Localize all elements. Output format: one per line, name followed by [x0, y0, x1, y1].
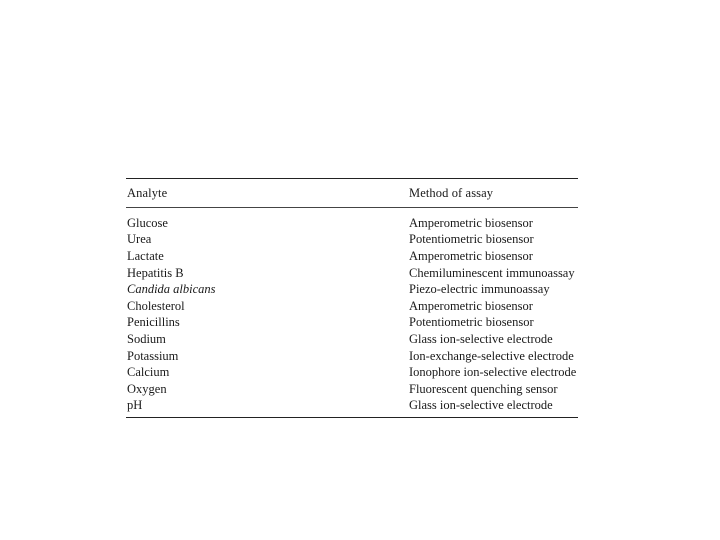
analyte-cell: Hepatitis B	[127, 265, 184, 280]
table-row	[126, 364, 578, 381]
table-row	[126, 331, 578, 348]
analyte-cell: Calcium	[127, 365, 170, 380]
analyte-cell: Potassium	[127, 348, 179, 363]
analyte-cell: Cholesterol	[127, 298, 185, 313]
method-cell: Potentiometric biosensor	[409, 315, 534, 330]
method-cell: Amperometric biosensor	[409, 298, 533, 313]
header-analyte: Analyte	[127, 185, 168, 200]
table-row	[126, 381, 578, 398]
method-cell: Ionophore ion-selective electrode	[409, 365, 577, 380]
analyte-cell: Urea	[127, 232, 152, 247]
analyte-method-table	[126, 178, 578, 418]
header-method: Method of assay	[409, 185, 494, 200]
table-header-rule	[126, 207, 578, 208]
analyte-cell: pH	[127, 398, 143, 413]
table-row	[126, 248, 578, 265]
table-row	[126, 215, 578, 232]
table-row	[126, 348, 578, 365]
table-bottom-rule	[126, 417, 578, 418]
table-row	[126, 281, 578, 298]
analyte-cell: Candida albicans	[127, 282, 216, 297]
table-row	[126, 298, 578, 315]
method-cell: Amperometric biosensor	[409, 215, 533, 230]
analyte-cell: Penicillins	[127, 315, 180, 330]
method-cell: Glass ion-selective electrode	[409, 398, 553, 413]
table-row	[126, 265, 578, 282]
table-header-row	[126, 179, 578, 207]
method-cell: Potentiometric biosensor	[409, 232, 534, 247]
method-cell: Glass ion-selective electrode	[409, 331, 553, 346]
analyte-cell: Oxygen	[127, 381, 167, 396]
table-row	[126, 232, 578, 249]
method-cell: Amperometric biosensor	[409, 248, 533, 263]
method-cell: Piezo-electric immunoassay	[409, 282, 550, 297]
table-row	[126, 315, 578, 332]
analyte-cell: Glucose	[127, 215, 168, 230]
method-cell: Chemiluminescent immunoassay	[409, 265, 575, 280]
method-cell: Fluorescent quenching sensor	[409, 381, 558, 396]
analyte-cell: Sodium	[127, 331, 166, 346]
table-row	[126, 398, 578, 415]
method-cell: Ion-exchange-selective electrode	[409, 348, 574, 363]
table-body	[126, 215, 578, 417]
analyte-cell: Lactate	[127, 248, 164, 263]
